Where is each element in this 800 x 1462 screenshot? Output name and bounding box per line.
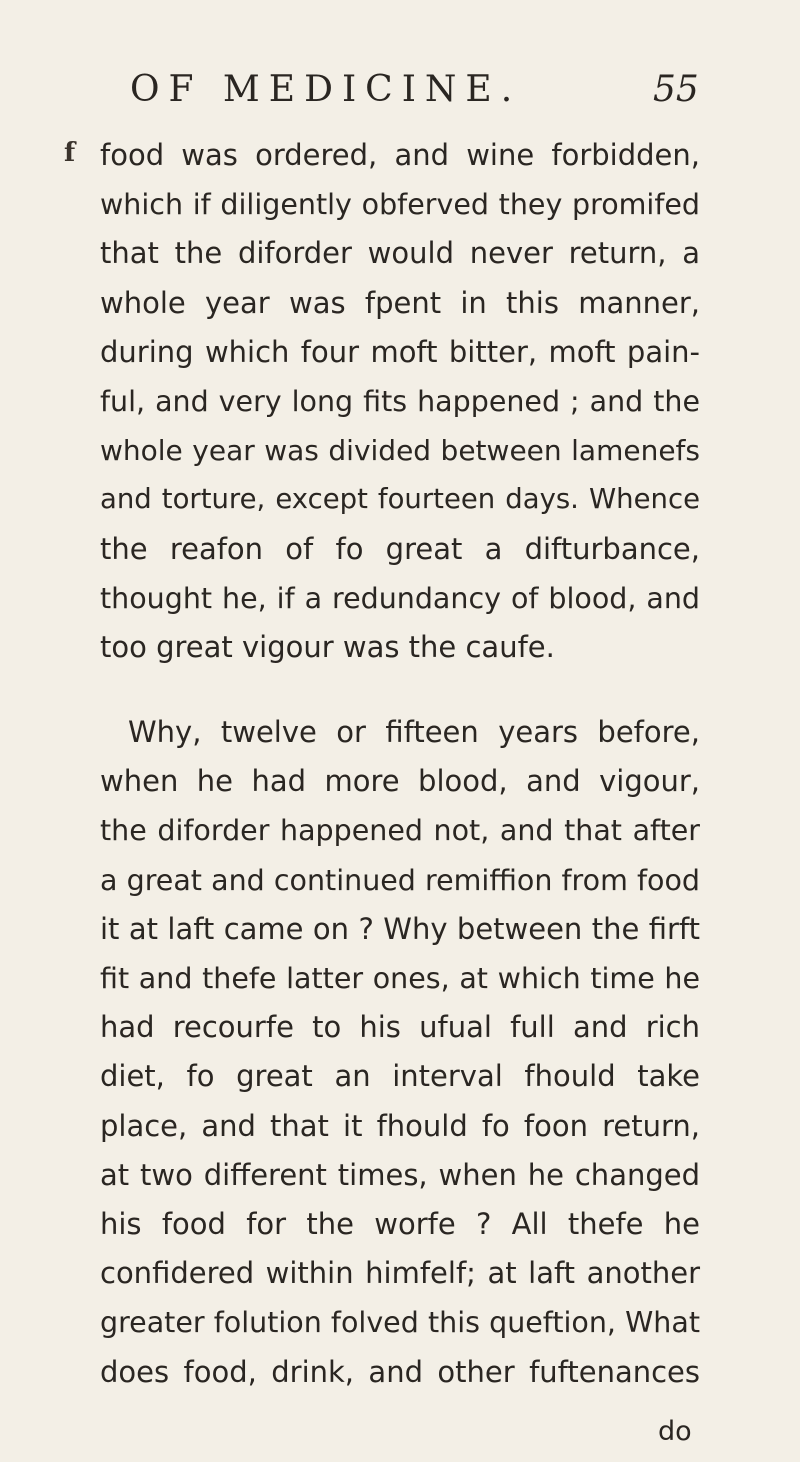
body-text [100,131,700,1397]
text-line: had recourfe to his ufual full and rich [100,1010,700,1045]
page-number: 55 [653,69,699,110]
text-line: when he had more blood, and vigour, [100,764,700,799]
text-line: ful, and very long fits happened ; and the [100,384,700,418]
text-line: whole year was fpent in this manner, [100,285,700,320]
paragraph-gap [100,672,700,708]
text-line: diet, fo great an interval fhould take [100,1059,700,1094]
running-head: OF MEDICINE. [130,69,522,110]
page-header [0,68,800,112]
margin-mark: f [64,138,76,168]
text-line: that the diforder would never return, a [100,236,700,271]
catchword: do [658,1416,692,1447]
text-line: confidered within himfelf; at laft another [100,1256,700,1291]
text-line: the reafon of fo great a difturbance, [100,531,700,566]
text-line: does food, drink, and other fuftenances [100,1354,700,1389]
paragraph [100,708,700,1397]
text-line: at two different times, when he changed [100,1157,700,1192]
text-line: Why, twelve or fifteen years before, [128,715,700,750]
text-line: food was ordered, and wine forbidden, [100,138,700,172]
text-line: the diforder happened not, and that after [100,814,700,848]
text-line: whole year was divided between lamenefs [100,434,700,468]
paragraph [100,131,700,672]
text-line: thought he, if a redundancy of blood, and [100,581,700,615]
text-line: it at laft came on ? Why between the firft [100,911,700,946]
text-line: which if diligently obferved they promifed [100,188,700,222]
text-line: and torture, except fourteen days. Whence [100,483,700,516]
text-line: during which four moft bitter, moft pain- [100,334,700,369]
text-line: too great vigour was the caufe. [100,629,555,664]
text-line: fit and thefe latter ones, at which time he [100,962,700,995]
text-line: greater folution folved this queftion, What [100,1306,700,1340]
text-line: a great and continued remiffion from food [100,863,700,897]
text-line: his food for the worfe ? All thefe he [100,1206,700,1241]
text-line: place, and that it fhould fo foon return, [100,1108,700,1143]
